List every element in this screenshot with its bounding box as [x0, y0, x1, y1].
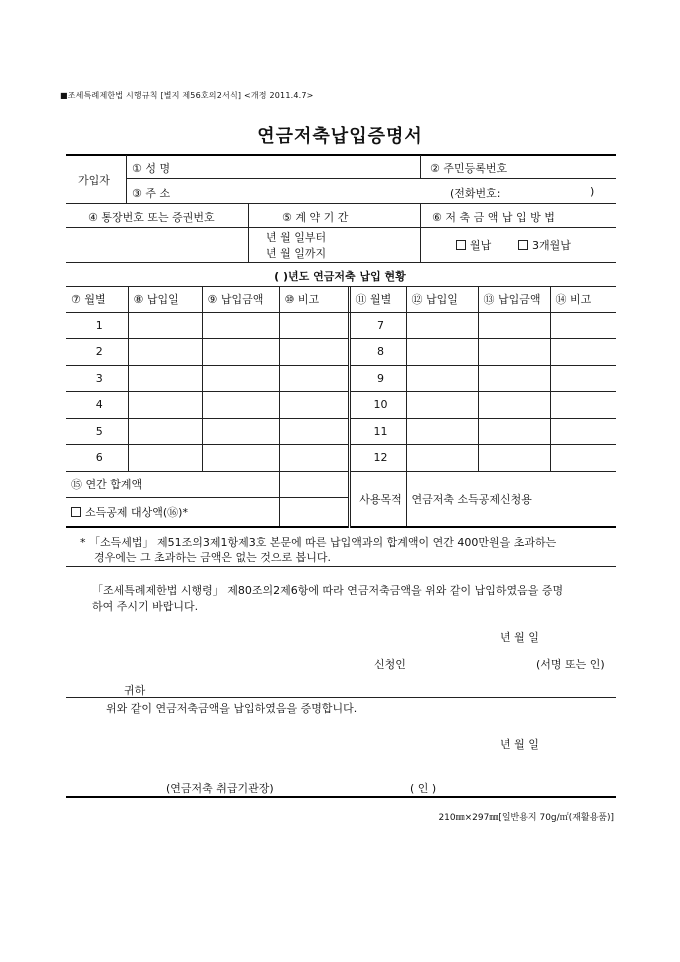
payment-date-cell[interactable]	[128, 418, 202, 445]
divider	[66, 697, 616, 698]
contract-period-label: ⑤ 계 약 기 간	[282, 211, 349, 224]
payment-amount-cell[interactable]	[478, 418, 550, 445]
purpose-label: 사용목적	[349, 471, 406, 527]
table-row	[66, 339, 616, 366]
period-to: 년 월 일까지	[266, 247, 327, 260]
column-header: ⑬ 납입금액	[478, 287, 550, 312]
payment-date-cell[interactable]	[128, 365, 202, 392]
request-date: 년 월 일	[500, 631, 539, 644]
divider	[66, 262, 616, 263]
annual-total-label: ⑮ 연간 합계액	[66, 471, 279, 497]
payment-date-cell[interactable]	[128, 339, 202, 366]
payment-date-cell[interactable]	[406, 418, 478, 445]
remarks-cell[interactable]	[550, 418, 616, 445]
deduction-target-label: 소득공제 대상액(⑯)*	[85, 505, 188, 519]
payment-amount-cell[interactable]	[478, 445, 550, 472]
footnote-line1: * 「소득세법」 제51조의3제1항제3호 본문에 따른 납입액과의 합계액이 연간 400만원을 초과하는	[80, 536, 557, 549]
payment-method-label: ⑥ 저 축 금 액 납 입 방 법	[432, 211, 555, 224]
divider	[420, 155, 421, 179]
column-header: ⑨ 납입금액	[202, 287, 279, 312]
payment-amount-cell[interactable]	[202, 445, 279, 472]
issuer-label: (연금저축 취급기관장)	[166, 782, 274, 795]
column-header: ⑩ 비고	[279, 287, 349, 312]
payment-amount-cell[interactable]	[202, 365, 279, 392]
month-cell: 4	[66, 392, 128, 419]
payment-amount-cell[interactable]	[478, 392, 550, 419]
checkbox-icon[interactable]	[456, 240, 466, 250]
table-row	[66, 312, 616, 339]
applicant-signature: (서명 또는 인)	[536, 658, 605, 671]
footnote-line2: 경우에는 그 초과하는 금액은 없는 것으로 봅니다.	[94, 551, 331, 564]
divider	[248, 203, 249, 262]
column-header: ⑫ 납입일	[406, 287, 478, 312]
remarks-cell[interactable]	[279, 392, 349, 419]
status-title: ( )년도 연금저축 납입 현황	[274, 270, 406, 283]
applicant-label: 신청인	[374, 658, 406, 671]
payment-date-cell[interactable]	[406, 392, 478, 419]
certify-text: 위와 같이 연금저축금액을 납입하였음을 증명합니다.	[106, 702, 358, 715]
annual-total-value[interactable]	[279, 471, 349, 497]
subscriber-label: 가입자	[78, 174, 110, 187]
month-cell: 5	[66, 418, 128, 445]
remarks-cell[interactable]	[550, 365, 616, 392]
name-label: ① 성 명	[132, 162, 171, 175]
payment-date-cell[interactable]	[128, 312, 202, 339]
remarks-cell[interactable]	[550, 445, 616, 472]
monthly-payment-table	[66, 287, 616, 528]
bankbook-label: ④ 통장번호 또는 증권번호	[88, 211, 215, 224]
month-cell: 8	[349, 339, 406, 366]
addressee: 귀하	[124, 684, 146, 697]
divider	[66, 227, 616, 228]
month-cell: 6	[66, 445, 128, 472]
divider	[66, 203, 616, 204]
phone-close: )	[590, 185, 595, 198]
payment-amount-cell[interactable]	[202, 312, 279, 339]
month-cell: 12	[349, 445, 406, 472]
payment-amount-cell[interactable]	[478, 339, 550, 366]
remarks-cell[interactable]	[550, 392, 616, 419]
remarks-cell[interactable]	[279, 339, 349, 366]
remarks-cell[interactable]	[279, 445, 349, 472]
table-row	[66, 418, 616, 445]
table-row	[66, 445, 616, 472]
payment-amount-cell[interactable]	[202, 339, 279, 366]
document-title: 연금저축납입증명서	[257, 126, 423, 147]
remarks-cell[interactable]	[550, 339, 616, 366]
purpose-value: 연금저축 소득공제신청용	[406, 471, 616, 527]
address-label: ③ 주 소	[132, 187, 171, 200]
form-bottom-border	[66, 796, 616, 798]
payment-date-cell[interactable]	[406, 365, 478, 392]
payment-date-cell[interactable]	[128, 445, 202, 472]
request-line1: 「조세특례제한법 시행령」 제80조의2제6항에 따라 연금저축금액을 위와 같이 납입하였음을 증명	[92, 584, 564, 597]
remarks-cell[interactable]	[550, 312, 616, 339]
request-line2: 하여 주시기 바랍니다.	[92, 600, 199, 613]
paper-spec: 210㎜×297㎜[일반용지 70g/㎡(재활용품)]	[438, 813, 614, 823]
resident-id-label: ② 주민등록번호	[430, 162, 508, 175]
column-header: ⑧ 납입일	[128, 287, 202, 312]
column-header: ⑭ 비고	[550, 287, 616, 312]
certify-date: 년 월 일	[500, 738, 539, 751]
divider	[126, 155, 127, 203]
checkbox-icon[interactable]	[518, 240, 528, 250]
checkbox-icon[interactable]	[71, 507, 81, 517]
payment-date-cell[interactable]	[406, 339, 478, 366]
remarks-cell[interactable]	[279, 365, 349, 392]
remarks-cell[interactable]	[279, 312, 349, 339]
payment-date-cell[interactable]	[128, 392, 202, 419]
deduction-target-value[interactable]	[279, 497, 349, 527]
month-cell: 3	[66, 365, 128, 392]
divider	[66, 566, 616, 567]
option-monthly[interactable]: 월납	[456, 237, 491, 253]
issuer-seal: ( 인 )	[410, 782, 437, 795]
remarks-cell[interactable]	[279, 418, 349, 445]
divider	[126, 178, 616, 179]
column-header: ⑦ 월별	[66, 287, 128, 312]
form-header: ■조세특례제한법 시행규칙 [별지 제56호의2서식] <개정 2011.4.7>	[60, 91, 314, 100]
payment-date-cell[interactable]	[406, 445, 478, 472]
month-cell: 11	[349, 418, 406, 445]
table-row	[66, 392, 616, 419]
phone-label: (전화번호:	[450, 187, 501, 200]
period-from: 년 월 일부터	[266, 231, 327, 244]
payment-amount-cell[interactable]	[202, 392, 279, 419]
month-cell: 2	[66, 339, 128, 366]
payment-amount-cell[interactable]	[478, 365, 550, 392]
deduction-target-row[interactable]	[66, 497, 279, 527]
table-row	[66, 365, 616, 392]
column-header: ⑪ 월별	[349, 287, 406, 312]
month-cell: 7	[349, 312, 406, 339]
month-cell: 1	[66, 312, 128, 339]
payment-amount-cell[interactable]	[478, 312, 550, 339]
form-top-border	[66, 154, 616, 156]
divider	[420, 203, 421, 262]
payment-amount-cell[interactable]	[202, 418, 279, 445]
month-cell: 10	[349, 392, 406, 419]
payment-date-cell[interactable]	[406, 312, 478, 339]
month-cell: 9	[349, 365, 406, 392]
option-quarterly[interactable]: 3개월납	[518, 237, 571, 253]
